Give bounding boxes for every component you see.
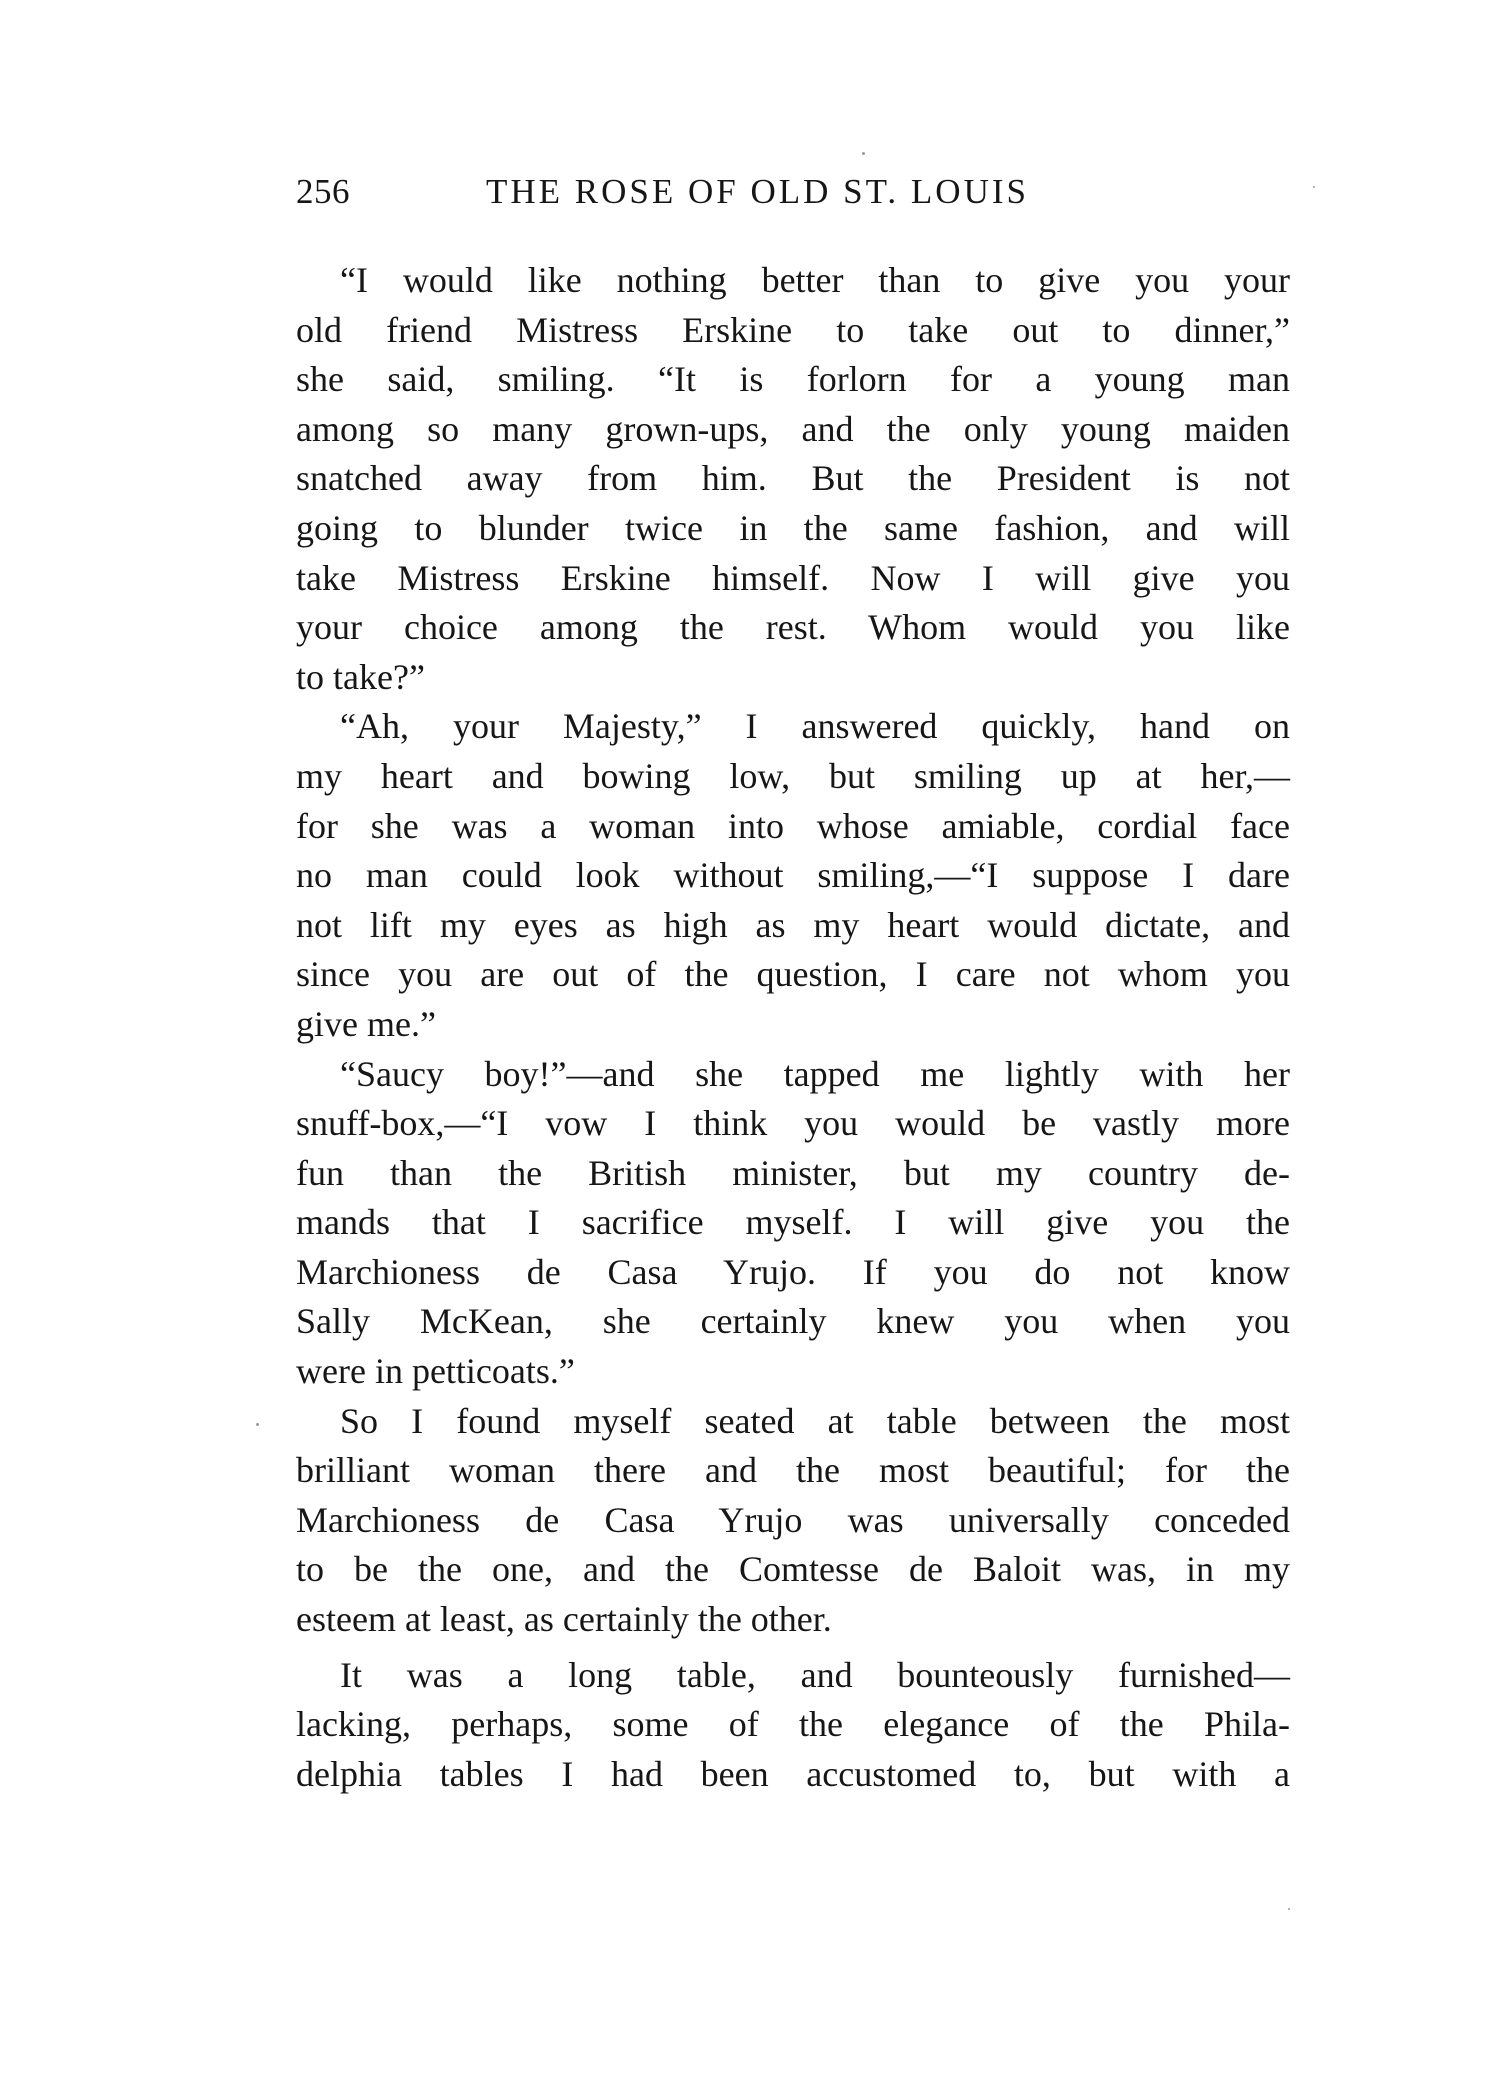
text-line: So I found myself seated at table between the most	[340, 1400, 1290, 1441]
text-line: Sally McKean, she certainly knew you when you	[296, 1301, 1290, 1342]
text-line: my heart and bowing low, but smiling up at her,—	[296, 755, 1290, 796]
text-line: among so many grown-ups, and the only young maiden	[296, 408, 1290, 449]
scan-speck	[256, 1423, 259, 1426]
text-line: “Ah, your Majesty,” I answered quickly, hand on	[340, 706, 1290, 747]
text-line: brilliant woman there and the most beautiful; for the	[296, 1450, 1290, 1491]
scan-speck	[862, 152, 865, 155]
scan-speck	[1288, 1908, 1290, 1910]
text-line: esteem at least, as certainly the other.	[296, 1599, 832, 1640]
text-line: she said, smiling. “It is forlorn for a young man	[296, 359, 1290, 400]
text-line: Marchioness de Casa Yrujo was universally conceded	[296, 1499, 1290, 1540]
text-line: “Saucy boy!”—and she tapped me lightly with her	[340, 1053, 1290, 1094]
text-line: take Mistress Erskine himself. Now I will give you	[296, 557, 1290, 598]
text-line: no man could look without smiling,—“I suppose I dare	[296, 855, 1290, 896]
text-line: old friend Mistress Erskine to take out to dinner,”	[296, 309, 1290, 350]
text-line: It was a long table, and bounteously furnished—	[340, 1654, 1290, 1695]
text-line: snuff-box,—“I vow I think you would be vastly more	[296, 1103, 1290, 1144]
text-line: your choice among the rest. Whom would you like	[296, 607, 1290, 648]
text-line: mands that I sacrifice myself. I will give you the	[296, 1202, 1290, 1243]
text-line: delphia tables I had been accustomed to, but with a	[296, 1753, 1290, 1794]
body-text	[296, 256, 1290, 1799]
text-line: going to blunder twice in the same fashion, and will	[296, 507, 1290, 548]
text-line: “I would like nothing better than to give you your	[340, 260, 1290, 300]
text-line: were in petticoats.”	[296, 1351, 575, 1392]
running-head: THE ROSE OF OLD ST. LOUIS	[486, 172, 1029, 211]
page-number: 256	[296, 172, 350, 211]
text-line: for she was a woman into whose amiable, cordial face	[296, 805, 1290, 846]
text-line: to be the one, and the Comtesse de Baloit was, in my	[296, 1549, 1290, 1590]
scan-speck	[1313, 186, 1315, 188]
text-line: not lift my eyes as high as my heart would dictate, and	[296, 904, 1290, 945]
text-line: Marchioness de Casa Yrujo. If you do not know	[296, 1251, 1290, 1292]
text-line: lacking, perhaps, some of the elegance of the Phila-	[296, 1704, 1290, 1745]
page-header	[296, 172, 1290, 228]
text-line: to take?”	[296, 656, 425, 697]
text-line: snatched away from him. But the President is not	[296, 458, 1290, 499]
text-line: since you are out of the question, I care not whom you	[296, 954, 1290, 995]
text-line: give me.”	[296, 1003, 436, 1044]
text-line: fun than the British minister, but my country de-	[296, 1152, 1290, 1193]
